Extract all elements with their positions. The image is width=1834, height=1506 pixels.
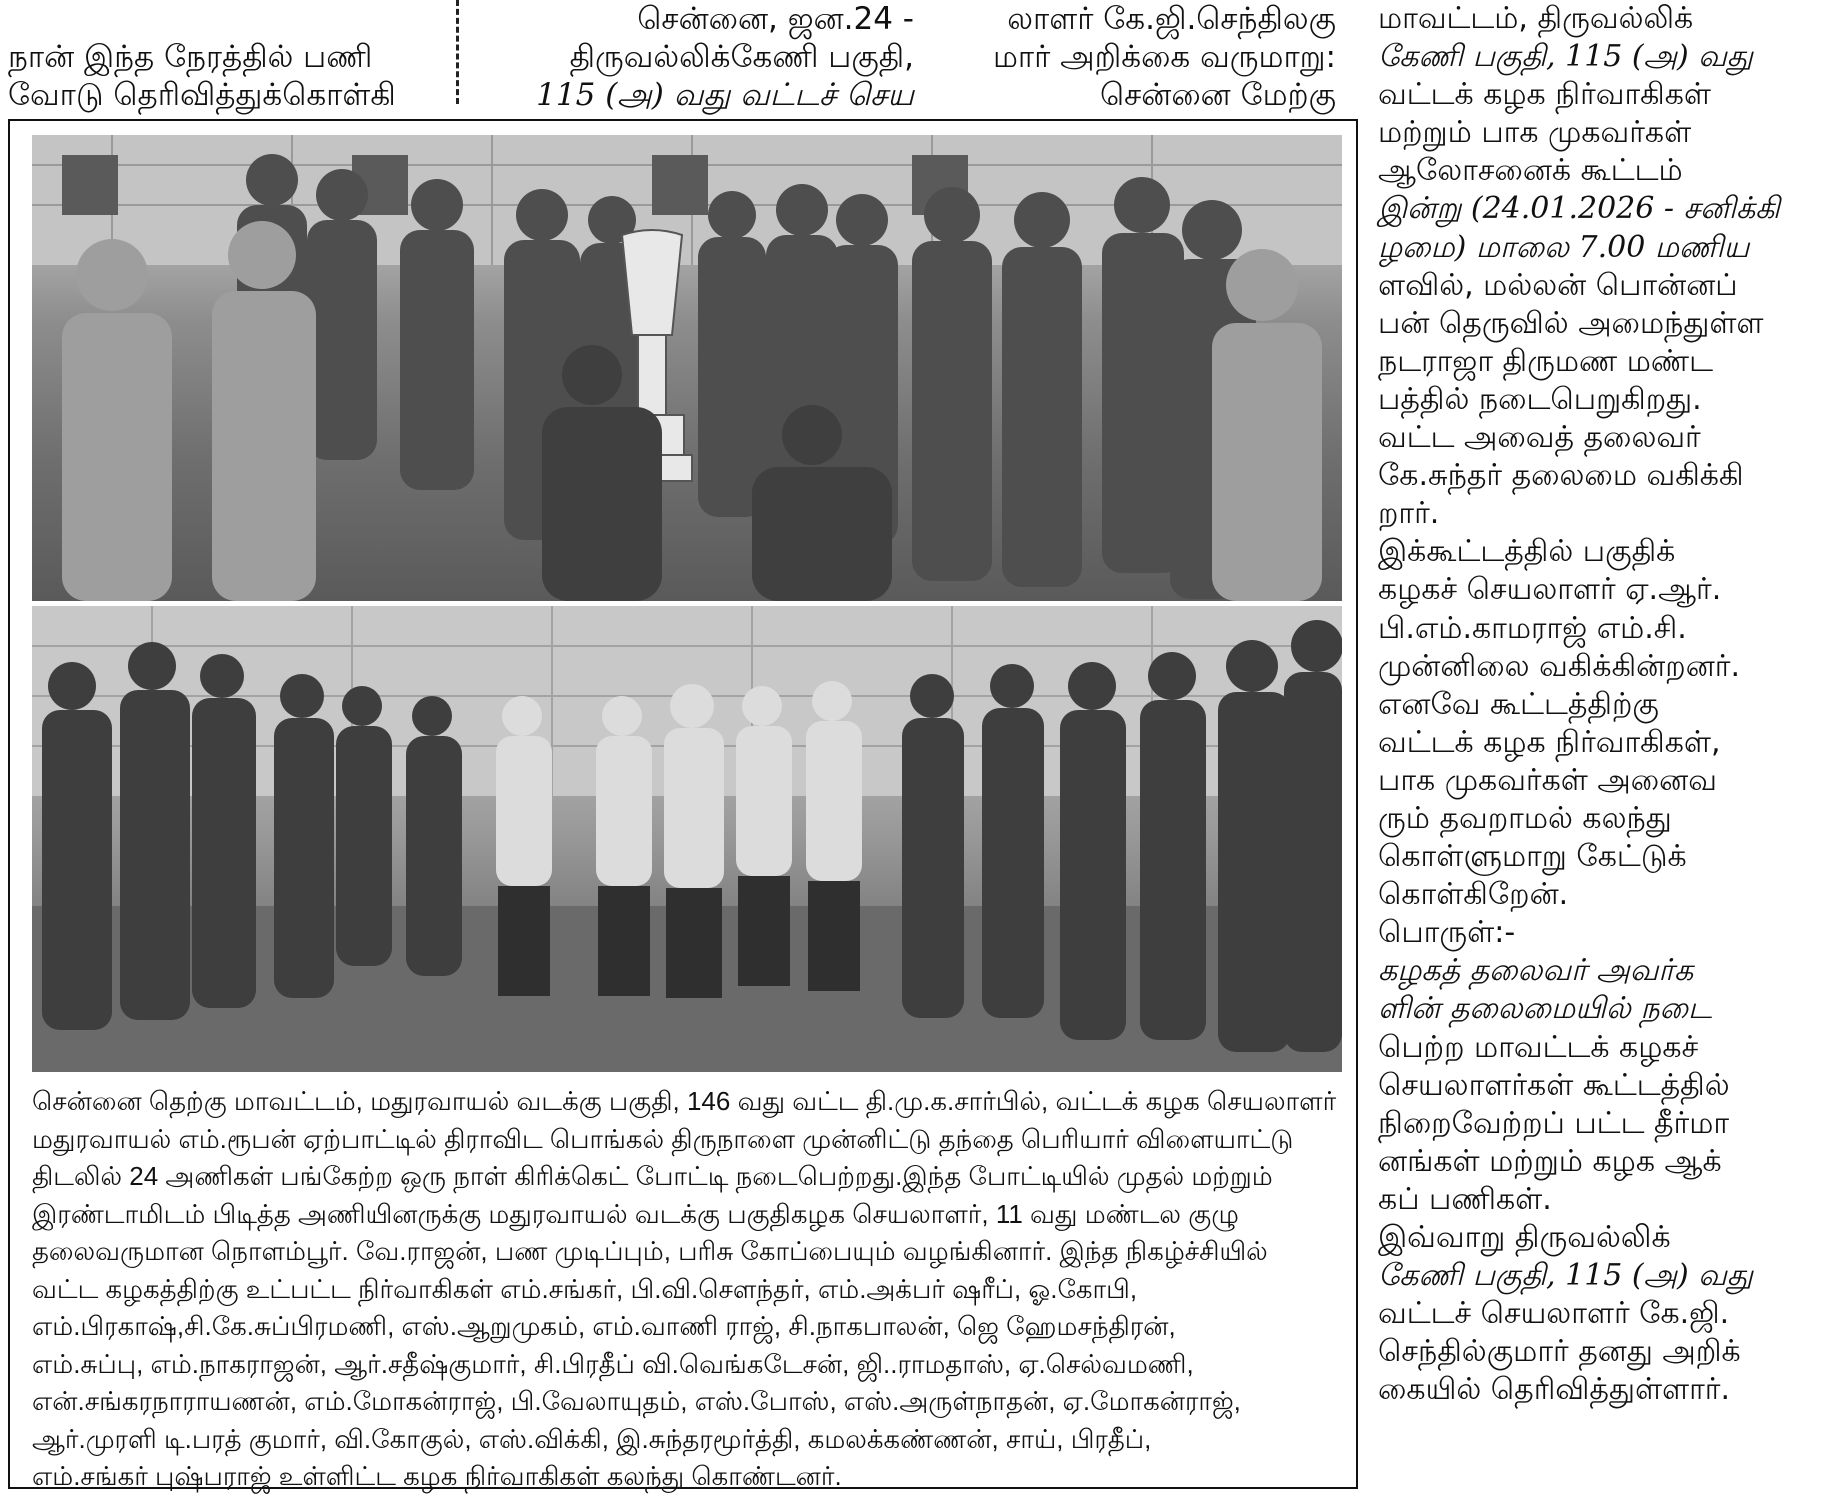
column-divider (456, 0, 459, 104)
text-line: கேணி பகுதி, 115 (அ) வது (1378, 1258, 1753, 1294)
caption-line: தலைவருமான நொளம்பூர். வே.ராஜன், பண முடிப்பும், பரிசு கோப்பையும் வழங்கினார். இந்த நிகழ்ச்சியில் (32, 1236, 1268, 1266)
text-line: பாக முகவர்கள் அனைவ (1378, 762, 1717, 798)
text-line: கப் பணிகள். (1378, 1181, 1552, 1217)
text-line: பெற்ற மாவட்டக் கழகச் (1378, 1029, 1699, 1065)
text-line: இவ்வாறு திருவல்லிக் (1378, 1220, 1671, 1255)
photo-caption (32, 1083, 1342, 1496)
caption-line: இரண்டாமிடம் பிடித்த அணியினருக்கு மதுரவாயல் வடக்கு பகுதிகழக செயலாளர், 11 வது மண்டல குழு (32, 1198, 1239, 1229)
photo-feature-box (8, 119, 1358, 1489)
text-line: பி.எம்.காமராஜ் எம்.சி. (1378, 610, 1687, 646)
text-line: னங்கள் மற்றும் கழக ஆக் (1378, 1143, 1722, 1179)
caption-line: எம்.சங்கர் புஷ்பராஜ் உள்ளிட்ட கழக நிர்வாகிகள் கலந்து கொண்டனர். (32, 1461, 842, 1491)
text-line: ழமை) மாலை 7.00 மணிய (1378, 229, 1750, 265)
article-intro-column-2 (936, 0, 1336, 114)
text-line: கழகத் தலைவர் அவர்க (1378, 953, 1694, 989)
text-line: நிறைவேற்றப் பட்ட தீர்மா (1378, 1105, 1730, 1141)
text-line: நடராஜா திருமண மண்ட (1378, 343, 1713, 379)
text-line: லாளர் கே.ஜி.செந்திலகு (1007, 1, 1336, 37)
text-line: திருவல்லிக்கேணி பகுதி, (569, 39, 914, 75)
caption-line: எம்.பிரகாஷ்,சி.கே.சுப்பிரமணி, எஸ்.ஆறுமுகம், எம்.வாணி ராஜ், சி.நாகபாலன், ஜெ ஹேமசந்திரன், (32, 1311, 1176, 1341)
caption-line: எம்.சுப்பு, எம்.நாகராஜன், ஆர்.சதீஷ்குமார், சி.பிரதீப் வி.வெங்கடேசன், ஜி..ராமதாஸ், ஏ.செல்வமணி, (32, 1348, 1194, 1379)
top-left-column (8, 0, 456, 114)
caption-line: வட்ட கழகத்திற்கு உட்பட்ட நிர்வாகிகள் எம்.சங்கர், பி.வி.சௌந்தர், எம்.அக்பர் ஷரீப், ஓ.கோபி, (32, 1273, 1138, 1304)
text-line: பத்தில் நடைபெறுகிறது. (1378, 381, 1702, 417)
text-line: எனவே கூட்டத்திற்கு (1378, 686, 1659, 722)
text-line: நான் இந்த நேரத்தில் பணி (8, 39, 373, 75)
text-line: கொள்கிறேன். (1378, 877, 1569, 913)
text-line: ஆலோசனைக் கூட்டம் (1378, 153, 1683, 189)
text-line: வட்டச் செயலாளர் கே.ஜி. (1378, 1296, 1730, 1332)
text-line: ரும் தவறாமல் கலந்து (1378, 800, 1672, 836)
caption-line: திடலில் 24 அணிகள் பங்கேற்ற ஒரு நாள் கிரிக்கெட் போட்டி நடைபெற்றது.இந்த போட்டியில் முதல் மற்றும் (32, 1161, 1273, 1191)
text-line: கே.சுந்தர் தலைமை வகிக்கி (1378, 458, 1744, 494)
text-line: கொள்ளுமாறு கேட்டுக் (1378, 839, 1687, 875)
photo-illustration (32, 606, 1342, 1072)
text-line: றார். (1378, 496, 1440, 532)
team-lineup-photo (32, 606, 1342, 1072)
text-line: முன்னிலை வகிக்கின்றனர். (1378, 648, 1740, 684)
text-line: மாவட்டம், திருவல்லிக் (1378, 1, 1694, 36)
caption-line: என்.சங்கரநாராயணன், எம்.மோகன்ராஜ், பி.வேலாயுதம், எஸ்.போஸ், எஸ்.அருள்நாதன், ஏ.மோகன்ராஜ், (32, 1386, 1241, 1416)
text-line: வட்ட அவைத் தலைவர் (1378, 420, 1701, 456)
article-intro-column (474, 0, 914, 114)
text-line: பன் தெருவில் அமைந்துள்ள (1378, 305, 1764, 341)
text-line: இக்கூட்டத்தில் பகுதிக் (1378, 534, 1676, 570)
text-line: கேணி பகுதி, 115 (அ) வது (1378, 39, 1753, 75)
text-line: கழகச் செயலாளர் ஏ.ஆர். (1378, 572, 1722, 608)
caption-line: சென்னை தெற்கு மாவட்டம், மதுரவாயல் வடக்கு பகுதி, 146 வது வட்ட தி.மு.க.சார்பில், வட்டக் கழக செயலாளர் (32, 1086, 1337, 1116)
caption-line: ஆர்.முரளி டி.பரத் குமார், வி.கோகுல், எஸ்.விக்கி, இ.சுந்தரமூர்த்தி, கமலக்கண்ணன், சாய், பிரதீப், (32, 1423, 1152, 1454)
text-line: சென்னை மேற்கு (1099, 77, 1336, 113)
text-line: பொருள்:- (1378, 915, 1516, 951)
text-line: ளின் தலைமையில் நடை (1378, 991, 1712, 1027)
text-line: வோடு தெரிவித்துக்கொள்கி (8, 77, 396, 113)
text-line: மார் அறிக்கை வருமாறு: (992, 39, 1336, 75)
text-line: இன்று (24.01.2026 - சனிக்கி (1378, 191, 1780, 227)
text-line: கையில் தெரிவித்துள்ளார். (1378, 1372, 1731, 1408)
text-line: ளவில், மல்லன் பொன்னப் (1378, 267, 1738, 303)
caption-line: மதுரவாயல் எம்.ரூபன் ஏற்பாட்டில் திராவிட பொங்கல் திருநாளை முன்னிட்டு தந்தை பெரியார் விளையாட்டு (32, 1123, 1294, 1154)
dateline: சென்னை, ஜன.24 - (637, 1, 914, 37)
text-line (8, 0, 456, 38)
text-line: மற்றும் பாக முகவர்கள் (1378, 115, 1692, 151)
right-article-column (1378, 0, 1828, 1409)
text-line: வட்டக் கழக நிர்வாகிகள் (1378, 77, 1711, 113)
text-line: செந்தில்குமார் தனது அறிக் (1378, 1334, 1741, 1370)
text-line: செயலாளர்கள் கூட்டத்தில் (1378, 1067, 1730, 1103)
text-line: 115 (அ) வது வட்டச் செய (536, 77, 914, 113)
trophy-presentation-photo (32, 135, 1342, 601)
text-line: வட்டக் கழக நிர்வாகிகள், (1378, 724, 1721, 760)
photo-illustration (32, 135, 1342, 601)
